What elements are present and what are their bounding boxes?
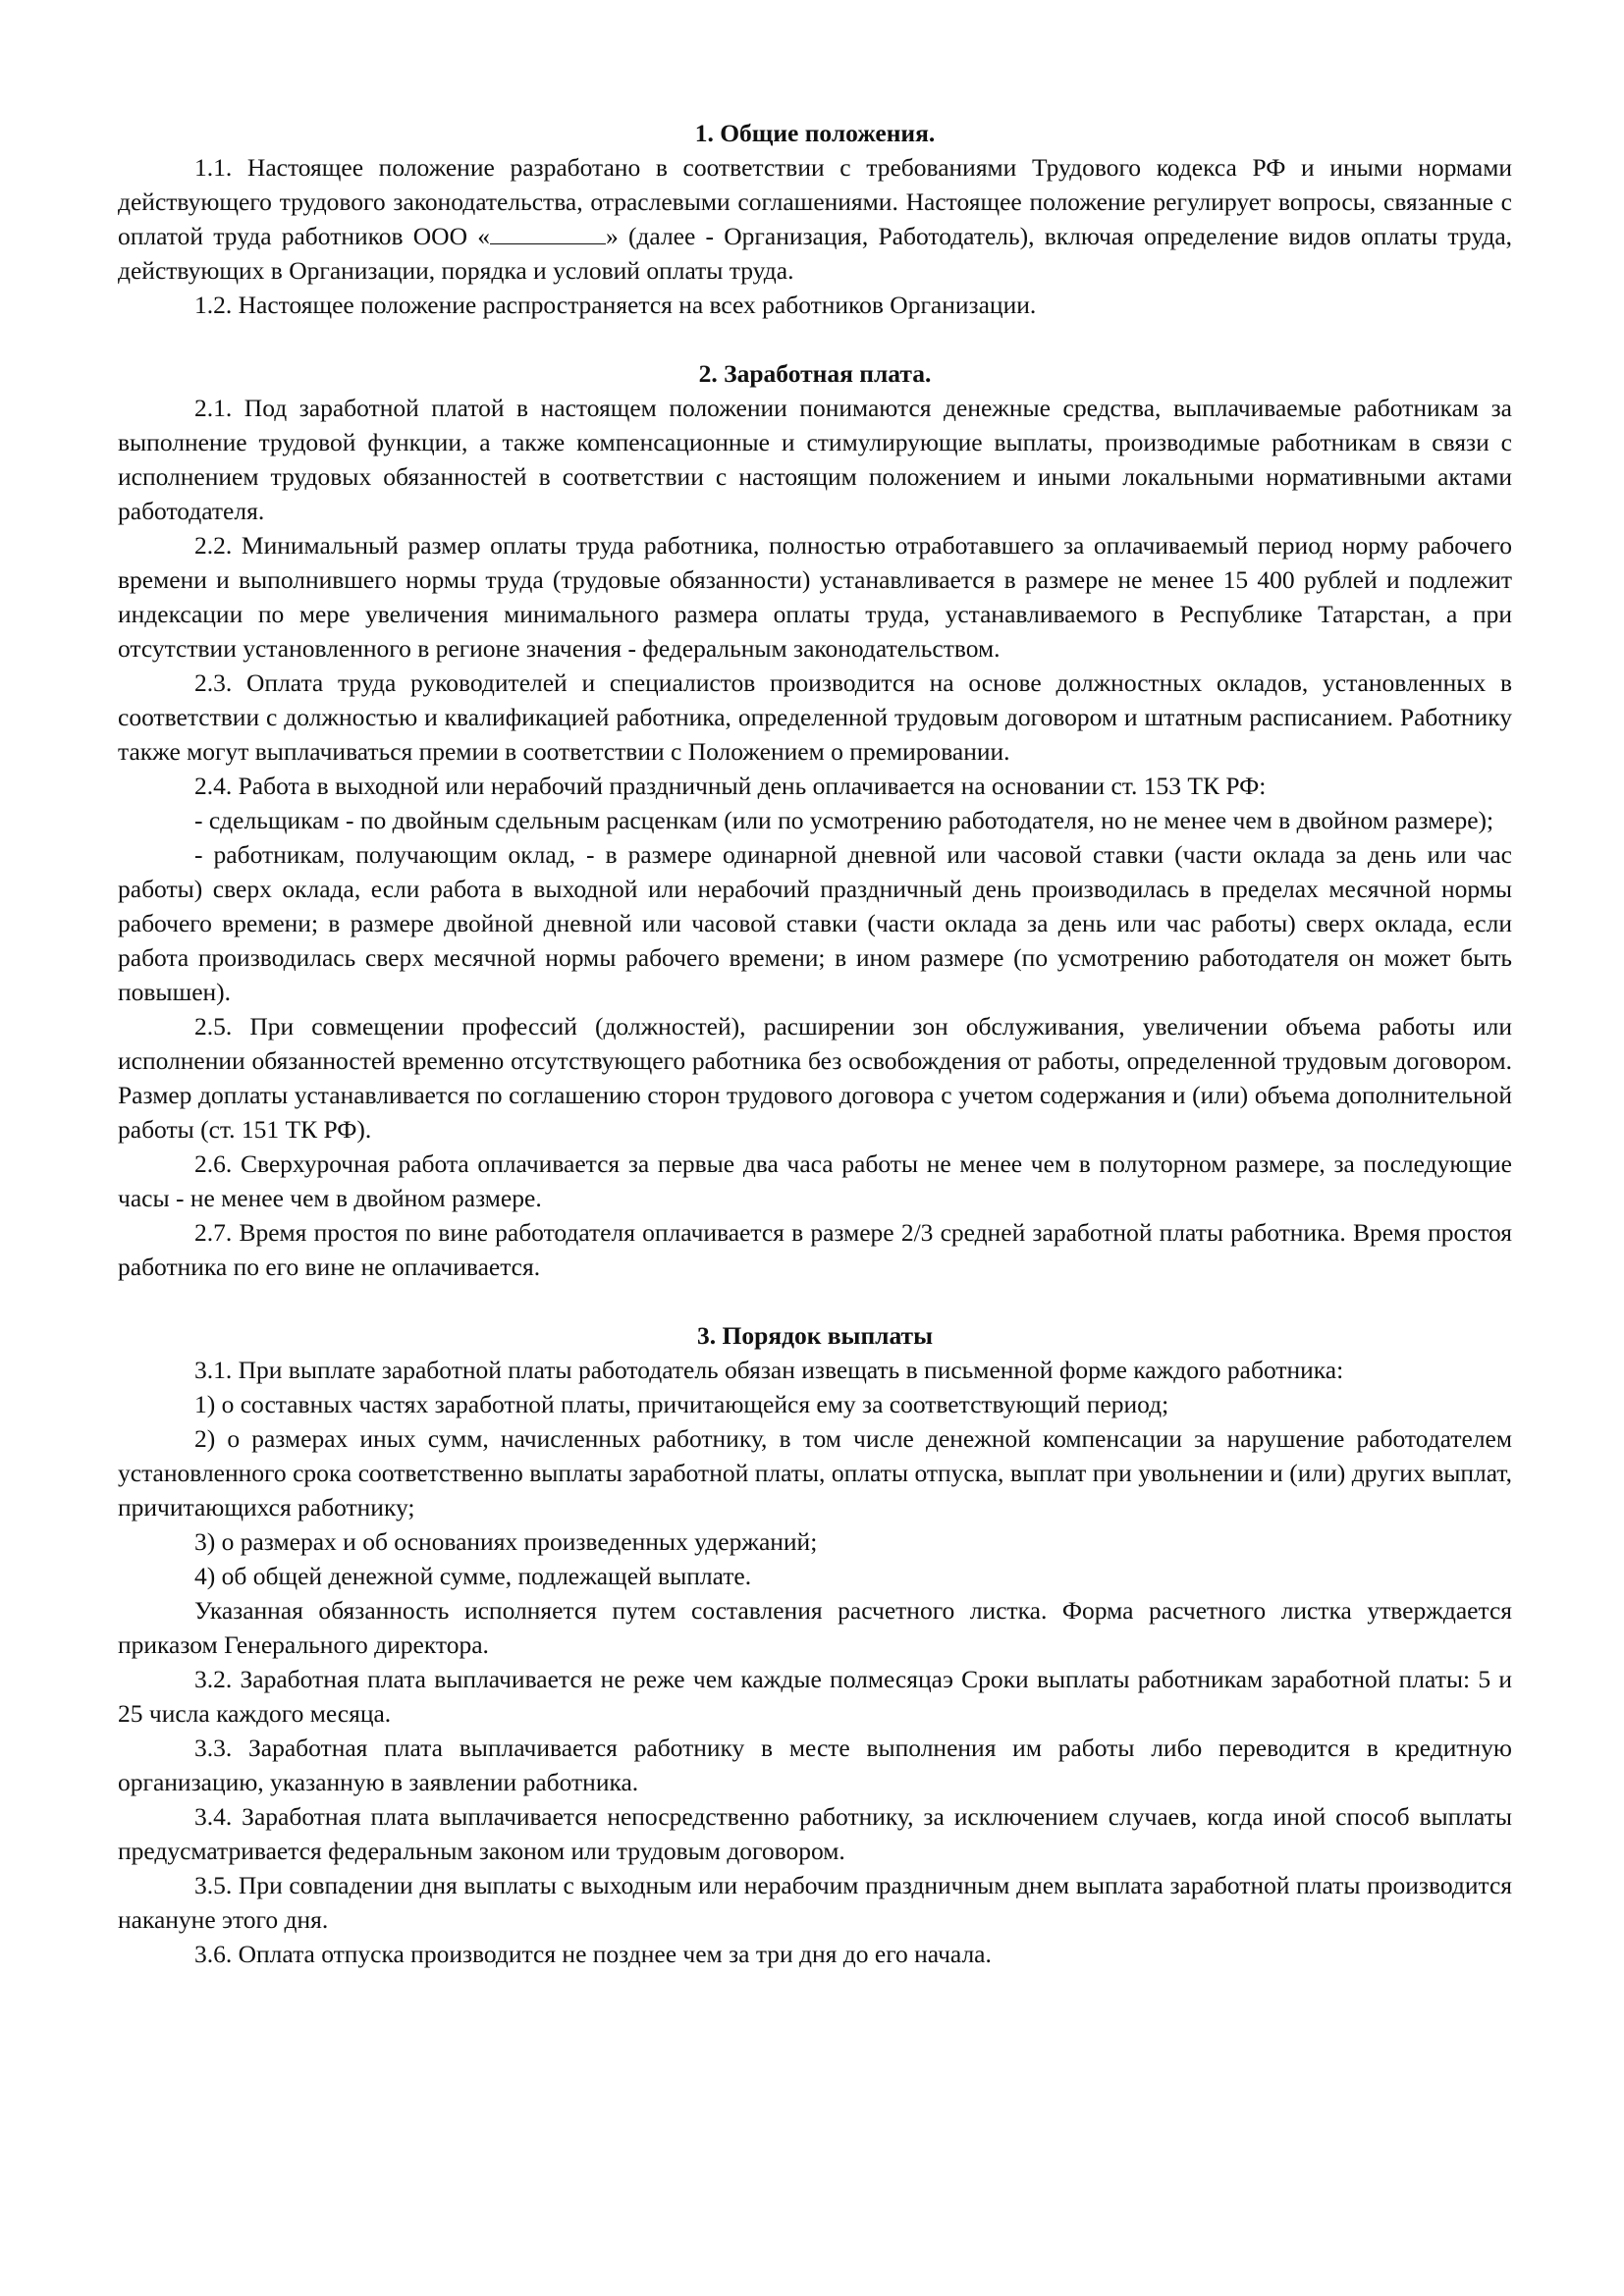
- paragraph-2-3: 2.3. Оплата труда руководителей и специалистов производится на основе должностных окладов, установленных в соответствии с должностью и квалификацией работника, определенной трудовым договором и штатным расписанием. Работнику также могут выплачиваться премии в соответствии с Положением о премировании.: [118, 668, 1512, 766]
- list-item-3-1-1: 1) о составных частях заработной платы, причитающейся ему за соответствующий период;: [194, 1390, 1169, 1418]
- paragraph-2-4-b: - работникам, получающим оклад, - в размере одинарной дневной или часовой ставки (части оклада за день или час работы) сверх оклада, если работа в выходной или нерабочий праздничный день производилась в пределах месячной нормы рабочего времени; в размере двойной дневной или часовой ставки (части оклада за день или час работы) сверх оклада, если работа производилась сверх месячной нормы рабочего времени; в ином размере (по усмотрению работодателя он может быть повышен).: [118, 840, 1512, 1006]
- paragraph-1-1: [118, 150, 1512, 288]
- list-item-3-1-2: 2) о размерах иных сумм, начисленных работнику, в том числе денежной компенсации за нарушение работодателем установленного срока соответственно выплаты заработной платы, оплаты отпуска, выплат при увольнении и (или) других выплат, причитающихся работнику;: [118, 1424, 1512, 1522]
- paragraph-2-2: 2.2. Минимальный размер оплаты труда работника, полностью отработавшего за оплачиваемый период норму рабочего времени и выполнившего нормы труда (трудовые обязанности) устанавливается в размере не менее 15 400 рублей и подлежит индексации по мере увеличения минимального размера оплаты труда, устанавливаемого в Республике Татарстан, а при отсутствии установленного в регионе значения - федеральным законодательством.: [118, 531, 1512, 663]
- paragraph-3-1-note: Указанная обязанность исполняется путем составления расчетного листка. Форма расчетного листка утверждается приказом Генерального директора.: [118, 1596, 1512, 1659]
- paragraph-2-1: 2.1. Под заработной платой в настоящем положении понимаются денежные средства, выплачиваемые работникам за выполнение трудовой функции, а также компенсационные и стимулирующие выплаты, производимые работникам в связи с исполнением трудовых обязанностей в соответствии с настоящим положением и иными локальными нормативными актами работодателя.: [118, 394, 1512, 525]
- section-3-title: 3. Порядок выплаты: [697, 1321, 933, 1350]
- list-item-3-1-3: 3) о размерах и об основаниях произведенных удержаний;: [194, 1527, 818, 1556]
- paragraph-1-1-text-end: » (далее - Организация, Работодатель), включая определение видов оплаты труда, действующих в Организации, порядка и условий оплаты труда.: [118, 222, 1513, 285]
- paragraph-1-2: 1.2. Настоящее положение распространяется на всех работников Организации.: [194, 291, 1037, 319]
- list-item-3-1-4: 4) об общей денежной сумме, подлежащей выплате.: [194, 1562, 752, 1590]
- paragraph-2-4-a: - сдельщикам - по двойным сдельным расценкам (или по усмотрению работодателя, но не менее чем в двойном размере);: [194, 806, 1494, 834]
- paragraph-2-6: 2.6. Сверхурочная работа оплачивается за первые два часа работы не менее чем в полуторном размере, за последующие часы - не менее чем в двойном размере.: [118, 1149, 1512, 1212]
- section-2-title: 2. Заработная плата.: [698, 359, 932, 388]
- paragraph-1-1-text-start: 1.1. Настоящее положение разработано в соответствии с требованиями Трудового кодекса РФ и иными нормами действующего трудового законодательства, отраслевыми соглашениями. Настоящее положение регулирует вопросы, связанные с оплатой труда работников ООО «: [118, 153, 1512, 250]
- document-page: [118, 116, 1512, 1971]
- paragraph-3-3: 3.3. Заработная плата выплачивается работнику в месте выполнения им работы либо переводится в кредитную организацию, указанную в заявлении работника.: [118, 1734, 1512, 1796]
- blank-field: [490, 220, 606, 244]
- paragraph-3-1: 3.1. При выплате заработной платы работодатель обязан извещать в письменной форме каждого работника:: [194, 1356, 1344, 1384]
- paragraph-3-4: 3.4. Заработная плата выплачивается непосредственно работнику, за исключением случаев, когда иной способ выплаты предусматривается федеральным законом или трудовым договором.: [118, 1802, 1512, 1865]
- paragraph-2-7: 2.7. Время простоя по вине работодателя оплачивается в размере 2/3 средней заработной платы работника. Время простоя работника по его вине не оплачивается.: [118, 1218, 1512, 1281]
- section-1-title: 1. Общие положения.: [694, 119, 936, 147]
- paragraph-2-4: 2.4. Работа в выходной или нерабочий праздничный день оплачивается на основании ст. 153 ТК РФ:: [194, 772, 1267, 800]
- paragraph-3-5: 3.5. При совпадении дня выплаты с выходным или нерабочим праздничным днем выплата заработной платы производится накануне этого дня.: [118, 1871, 1512, 1934]
- paragraph-3-2: 3.2. Заработная плата выплачивается не реже чем каждые полмесяцаэ Сроки выплаты работникам заработной платы: 5 и 25 числа каждого месяца.: [118, 1665, 1512, 1728]
- paragraph-3-6: 3.6. Оплата отпуска производится не позднее чем за три дня до его начала.: [194, 1940, 992, 1968]
- paragraph-2-5: 2.5. При совмещении профессий (должностей), расширении зон обслуживания, увеличении объема работы или исполнении обязанностей временно отсутствующего работника без освобождения от работы, определенной трудовым договором. Размер доплаты устанавливается по соглашению сторон трудового договора с учетом содержания и (или) объема дополнительной работы (ст. 151 ТК РФ).: [118, 1012, 1512, 1144]
